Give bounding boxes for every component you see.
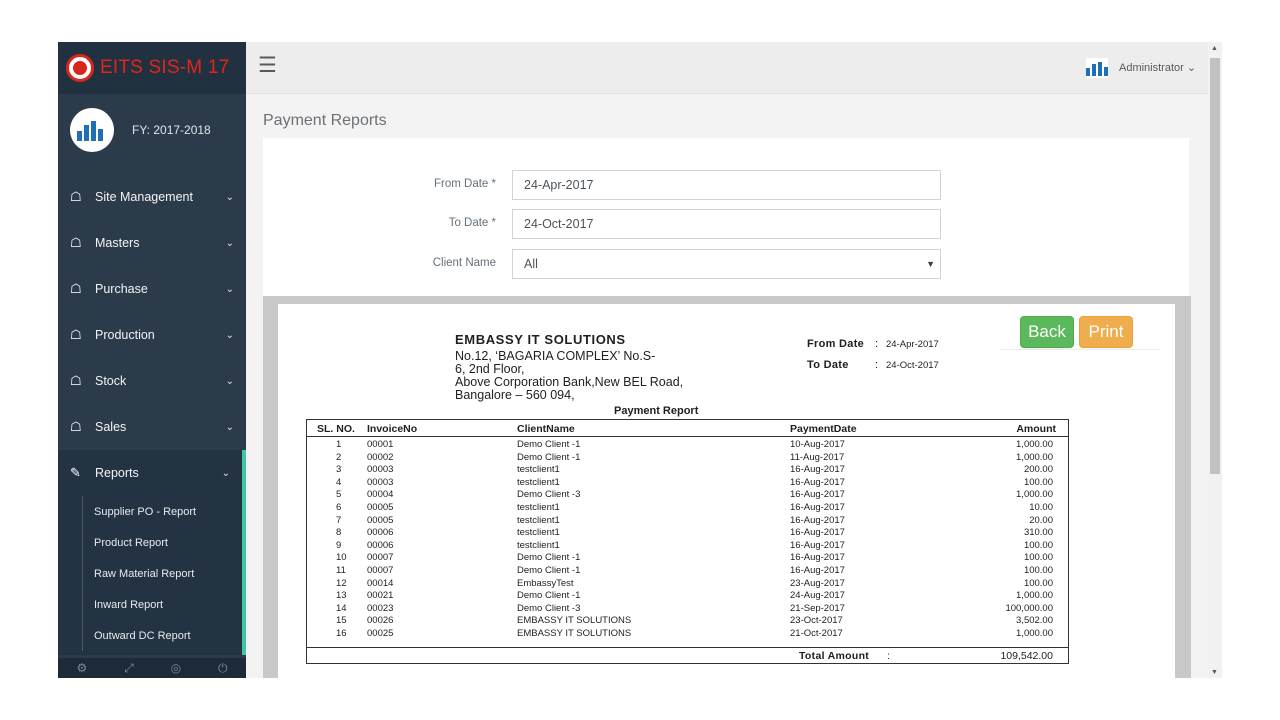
home-icon: ☖ xyxy=(70,189,82,204)
total-label: Total Amount xyxy=(799,650,870,662)
main-content xyxy=(246,94,1208,678)
cell-payment-date: 16-Aug-2017 xyxy=(790,552,845,564)
total-colon: : xyxy=(887,650,890,662)
cell-invoice-no: 00003 xyxy=(367,464,394,476)
fiscal-year-label: FY: 2017-2018 xyxy=(132,123,211,137)
cell-payment-date: 21-Sep-2017 xyxy=(790,602,845,614)
table-row xyxy=(307,439,1068,452)
cell-client-name: Demo Client -1 xyxy=(517,552,581,564)
sidebar-item-label: Sales xyxy=(95,420,127,434)
cell-payment-date: 10-Aug-2017 xyxy=(790,439,845,450)
cell-client-name: Demo Client -1 xyxy=(517,439,581,450)
cell-sl-no: 6 xyxy=(336,501,342,513)
table-row xyxy=(307,527,1068,540)
report-to-label: To Date xyxy=(807,359,849,371)
cell-sl-no: 13 xyxy=(336,590,347,602)
sidebar-item-sales[interactable] xyxy=(58,404,246,450)
sidebar-footer xyxy=(58,658,246,678)
chevron-down-icon: ⌄ xyxy=(225,191,234,203)
cell-invoice-no: 00006 xyxy=(367,527,394,539)
sidebar-item-label: Stock xyxy=(95,374,127,388)
cell-client-name: testclient1 xyxy=(517,527,560,539)
table-row xyxy=(307,578,1068,591)
cell-sl-no: 8 xyxy=(336,527,342,539)
fullscreen-icon[interactable]: ⤢ xyxy=(124,660,134,675)
cell-sl-no: 16 xyxy=(336,627,347,639)
sidebar-subitem-supplier-po-report[interactable]: Supplier PO - Report xyxy=(58,496,242,527)
table-row xyxy=(307,552,1068,565)
brand-logo-icon xyxy=(66,54,94,82)
report-to-value: 24-Oct-2017 xyxy=(886,360,939,371)
table-row xyxy=(307,540,1068,553)
cell-invoice-no: 00006 xyxy=(367,539,394,551)
cell-invoice-no: 00021 xyxy=(367,590,394,602)
cell-amount: 1,000.00 xyxy=(1016,439,1053,450)
avatar xyxy=(70,108,114,152)
brand-title: EITS SIS-M 17 xyxy=(100,57,230,78)
cell-amount: 100,000.00 xyxy=(1005,602,1053,614)
cell-invoice-no: 00007 xyxy=(367,564,394,576)
table-row xyxy=(307,565,1068,578)
cell-payment-date: 16-Aug-2017 xyxy=(790,514,845,526)
cell-payment-date: 11-Aug-2017 xyxy=(790,451,845,463)
cell-amount: 100.00 xyxy=(1023,476,1053,488)
to-date-input[interactable]: 24-Oct-2017 xyxy=(512,209,941,239)
company-address xyxy=(455,350,683,402)
col-payment-date: PaymentDate xyxy=(790,423,857,435)
from-date-input[interactable]: 24-Apr-2017 xyxy=(512,170,941,200)
table-row xyxy=(307,477,1068,490)
cell-amount: 1,000.00 xyxy=(1016,627,1053,639)
cell-amount: 10.00 xyxy=(1029,501,1053,513)
reports-submenu xyxy=(58,496,246,655)
caret-down-icon: ▼ xyxy=(926,259,935,269)
lock-icon[interactable]: ◎ xyxy=(170,661,182,675)
cell-client-name: EMBASSY IT SOLUTIONS xyxy=(517,615,632,627)
cell-client-name: testclient1 xyxy=(517,464,560,476)
sidebar-nav xyxy=(58,174,246,655)
chevron-down-icon: ⌄ xyxy=(221,467,230,479)
cell-client-name: testclient1 xyxy=(517,476,560,488)
cell-invoice-no: 00025 xyxy=(367,627,394,639)
report-to-colon: : xyxy=(875,359,879,371)
sidebar-subitem-inward-report[interactable]: Inward Report xyxy=(58,589,242,620)
client-name-label: Client Name xyxy=(432,257,496,269)
sidebar-subitem-outward-dc-report[interactable]: Outward DC Report xyxy=(58,620,242,651)
cell-amount: 1,000.00 xyxy=(1016,451,1053,463)
user-avatar-icon[interactable] xyxy=(1086,58,1108,78)
chevron-down-icon: ⌄ xyxy=(225,375,234,387)
cell-payment-date: 16-Aug-2017 xyxy=(790,476,845,488)
cell-sl-no: 7 xyxy=(336,514,342,526)
chevron-down-icon: ⌄ xyxy=(225,237,234,249)
page-title: Payment Reports xyxy=(263,112,387,129)
cell-invoice-no: 00005 xyxy=(367,514,394,526)
power-icon[interactable]: ⏻ xyxy=(218,660,228,675)
cell-client-name: Demo Client -1 xyxy=(517,451,581,463)
report-from-colon: : xyxy=(875,338,879,350)
cell-payment-date: 16-Aug-2017 xyxy=(790,501,845,513)
cell-payment-date: 16-Aug-2017 xyxy=(790,564,845,576)
col-amount: Amount xyxy=(1016,423,1056,435)
client-name-select[interactable] xyxy=(512,249,941,279)
cell-payment-date: 21-Oct-2017 xyxy=(790,627,843,639)
cell-amount: 100.00 xyxy=(1023,552,1053,564)
chevron-down-icon: ⌄ xyxy=(225,329,234,341)
sidebar-subitem-product-report[interactable]: Product Report xyxy=(58,527,242,558)
home-icon: ☖ xyxy=(70,419,82,434)
client-name-row xyxy=(263,249,1189,279)
from-date-label: From Date * xyxy=(434,178,496,190)
cell-sl-no: 14 xyxy=(336,602,347,614)
cell-sl-no: 9 xyxy=(336,539,342,551)
print-button[interactable]: Print xyxy=(1079,316,1133,348)
cell-amount: 100.00 xyxy=(1023,564,1053,576)
page-scrollbar[interactable] xyxy=(1208,42,1222,678)
table-footer xyxy=(307,647,1068,663)
from-date-row xyxy=(263,170,1189,200)
home-icon: ☖ xyxy=(70,281,82,296)
cell-sl-no: 1 xyxy=(336,439,342,450)
report-frame xyxy=(263,296,1191,678)
cell-amount: 3,502.00 xyxy=(1016,615,1053,627)
report-title: Payment Report xyxy=(614,405,699,417)
cell-invoice-no: 00002 xyxy=(367,451,394,463)
address-line: 6, 2nd Floor, xyxy=(455,362,525,376)
table-body xyxy=(307,437,1068,647)
chevron-down-icon: ⌄ xyxy=(225,283,234,295)
sidebar-subitem-raw-material-report[interactable]: Raw Material Report xyxy=(58,558,242,589)
cell-sl-no: 3 xyxy=(336,464,342,476)
scroll-down-icon[interactable]: ▼ xyxy=(1211,669,1218,676)
cell-payment-date: 23-Aug-2017 xyxy=(790,577,845,589)
sidebar-item-site-management[interactable] xyxy=(58,174,246,220)
sidebar-item-reports[interactable] xyxy=(58,450,246,496)
cell-sl-no: 11 xyxy=(336,564,346,576)
cell-amount: 100.00 xyxy=(1023,577,1053,589)
scroll-up-icon[interactable]: ▲ xyxy=(1211,45,1218,52)
cell-amount: 20.00 xyxy=(1029,514,1053,526)
sidebar-item-purchase[interactable] xyxy=(58,266,246,312)
sidebar xyxy=(58,42,246,678)
home-icon: ☖ xyxy=(70,373,82,388)
table-row xyxy=(307,628,1068,641)
cell-client-name: Demo Client -3 xyxy=(517,489,581,501)
cell-client-name: EMBASSY IT SOLUTIONS xyxy=(517,627,632,639)
sidebar-item-stock[interactable] xyxy=(58,358,246,404)
cell-sl-no: 4 xyxy=(336,476,342,488)
cell-client-name: testclient1 xyxy=(517,514,560,526)
sidebar-item-label: Purchase xyxy=(95,282,148,296)
cell-payment-date: 16-Aug-2017 xyxy=(790,464,845,476)
cell-amount: 200.00 xyxy=(1023,464,1053,476)
back-button[interactable]: Back xyxy=(1020,316,1074,348)
cell-client-name: Demo Client -1 xyxy=(517,564,581,576)
cell-payment-date: 16-Aug-2017 xyxy=(790,489,845,501)
sidebar-item-label: Production xyxy=(95,328,155,342)
cell-invoice-no: 00001 xyxy=(367,439,394,450)
col-client-name: ClientName xyxy=(517,423,575,435)
cell-invoice-no: 00003 xyxy=(367,476,394,488)
payment-table xyxy=(306,419,1069,664)
scroll-thumb[interactable] xyxy=(1210,58,1220,474)
table-row xyxy=(307,489,1068,502)
address-line: No.12, ‘BAGARIA COMPLEX’ No.S- xyxy=(455,349,656,363)
chevron-down-icon: ⌄ xyxy=(225,421,234,433)
filter-form xyxy=(263,138,1189,296)
table-row xyxy=(307,452,1068,465)
cell-invoice-no: 00023 xyxy=(367,602,394,614)
cell-invoice-no: 00005 xyxy=(367,501,394,513)
cell-client-name: testclient1 xyxy=(517,539,560,551)
sidebar-item-masters[interactable] xyxy=(58,220,246,266)
report-paper xyxy=(278,304,1175,678)
top-bar xyxy=(246,42,1208,94)
company-name: EMBASSY IT SOLUTIONS xyxy=(455,332,626,347)
table-header xyxy=(307,420,1068,437)
cell-client-name: testclient1 xyxy=(517,501,560,513)
cell-payment-date: 16-Aug-2017 xyxy=(790,527,845,539)
cell-payment-date: 23-Oct-2017 xyxy=(790,615,843,627)
user-menu[interactable]: Administrator ⌄ xyxy=(1119,62,1197,74)
cell-invoice-no: 00014 xyxy=(367,577,394,589)
cell-invoice-no: 00004 xyxy=(367,489,394,501)
cell-client-name: EmbassyTest xyxy=(517,577,574,589)
to-date-label: To Date * xyxy=(448,217,496,229)
table-row xyxy=(307,464,1068,477)
cell-payment-date: 24-Aug-2017 xyxy=(790,590,845,602)
to-date-row xyxy=(263,209,1189,239)
settings-icon[interactable]: ⚙ xyxy=(76,661,88,675)
col-invoice-no: InvoiceNo xyxy=(367,423,418,435)
address-line: Bangalore – 560 094, xyxy=(455,388,575,402)
cell-amount: 310.00 xyxy=(1023,527,1053,539)
total-value: 109,542.00 xyxy=(1000,650,1053,662)
home-icon: ☖ xyxy=(70,235,82,250)
cell-sl-no: 5 xyxy=(336,489,342,501)
table-row xyxy=(307,502,1068,515)
report-from-value: 24-Apr-2017 xyxy=(886,339,939,350)
cell-invoice-no: 00026 xyxy=(367,615,394,627)
col-sl-no: SL. NO. xyxy=(317,423,355,435)
table-row xyxy=(307,590,1068,603)
report-from-label: From Date xyxy=(807,338,865,350)
table-row xyxy=(307,603,1068,616)
cell-amount: 100.00 xyxy=(1023,539,1053,551)
cell-sl-no: 2 xyxy=(336,451,342,463)
app-window xyxy=(58,42,1222,678)
cell-client-name: Demo Client -3 xyxy=(517,602,581,614)
report-actions xyxy=(1000,310,1160,350)
client-name-value: All xyxy=(524,257,538,271)
cell-amount: 1,000.00 xyxy=(1016,489,1053,501)
hamburger-icon[interactable]: ☰ xyxy=(258,54,277,77)
table-row xyxy=(307,515,1068,528)
sidebar-item-label: Site Management xyxy=(95,190,193,204)
brand-bar[interactable] xyxy=(58,42,246,94)
profile-area xyxy=(58,94,246,166)
edit-icon: ✎ xyxy=(70,465,81,480)
cell-invoice-no: 00007 xyxy=(367,552,394,564)
cell-sl-no: 10 xyxy=(336,552,347,564)
sidebar-item-label: Masters xyxy=(95,236,140,250)
cell-client-name: Demo Client -1 xyxy=(517,590,581,602)
table-row xyxy=(307,615,1068,628)
cell-amount: 1,000.00 xyxy=(1016,590,1053,602)
cell-sl-no: 15 xyxy=(336,615,347,627)
cell-sl-no: 12 xyxy=(336,577,347,589)
cell-payment-date: 16-Aug-2017 xyxy=(790,539,845,551)
address-line: Above Corporation Bank,New BEL Road, xyxy=(455,375,684,389)
sidebar-item-production[interactable] xyxy=(58,312,246,358)
home-icon: ☖ xyxy=(70,327,82,342)
sidebar-item-label: Reports xyxy=(95,466,139,480)
